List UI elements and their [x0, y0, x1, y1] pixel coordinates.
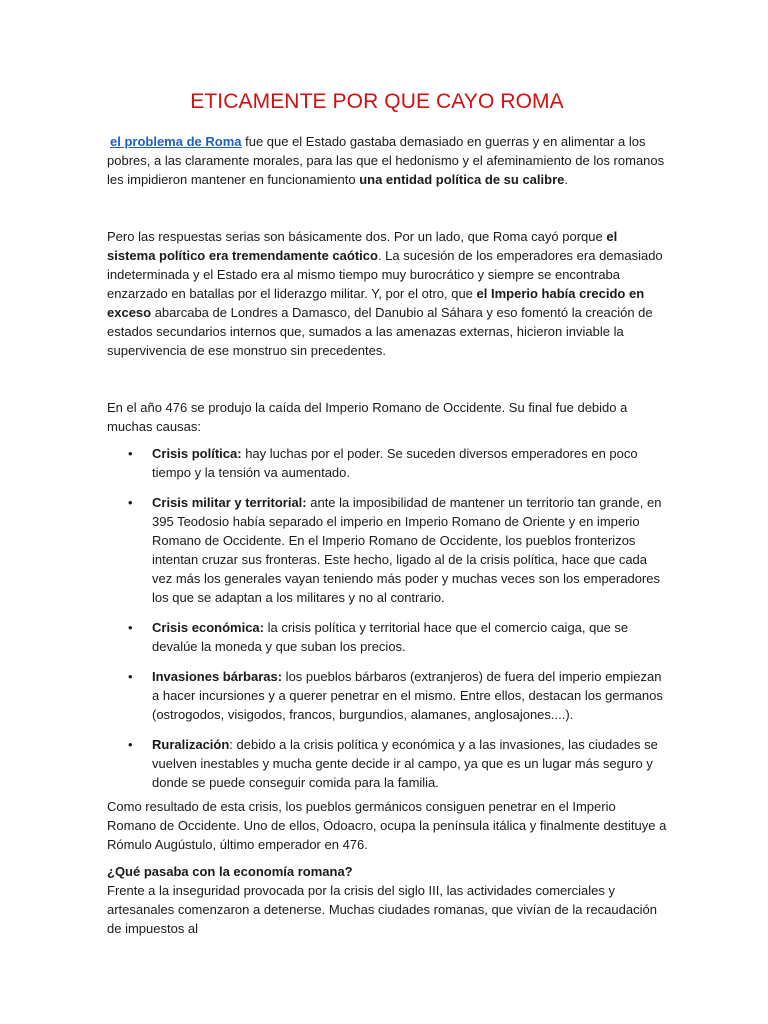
list-item: • Invasiones bárbaras: los pueblos bárbaros (extranjeros) de fuera del imperio empiezan a hacer incursiones y a querer penetrar en el mismo. Entre ellos, destacan los germanos (ostrogodos, visigodos, francos, burgundios, alamanes, anglosajones....). [128, 669, 663, 722]
bullet-icon: • [128, 737, 133, 752]
document-title: ETICAMENTE POR QUE CAYO ROMA [190, 90, 564, 113]
problema-de-roma-link[interactable]: el problema de Roma [110, 134, 242, 149]
economy-section [107, 862, 667, 938]
list-item: • Ruralización: debido a la crisis política y económica y a las invasiones, las ciudades se vuelven inestables y mucha gente decide ir al campo, ya que es un lugar más seguro y donde se puede conseguir comida para la familia. [128, 737, 658, 790]
result-paragraph: Como resultado de esta crisis, los pueblos germánicos consiguen penetrar en el Imperio Romano de Occidente. Uno de ellos, Odoacro, ocupa la península itálica y finalmente destituye a Rómulo Augústulo, último emperador en 476. [107, 799, 667, 852]
bullet-icon: • [128, 495, 133, 510]
bullet-icon: • [128, 669, 133, 684]
economy-question-heading: ¿Qué pasaba con la economía romana? [107, 864, 353, 879]
causes-list [107, 444, 667, 803]
fall-intro-paragraph: En el año 476 se produjo la caída del Imperio Romano de Occidente. Su final fue debido a muchas causas: [107, 400, 628, 434]
intro-paragraph: el problema de Roma fue que el Estado gastaba demasiado en guerras y en alimentar a los pobres, a las claramente morales, para las que el hedonismo y el afeminamiento de los romanos les impidieron mantener en funcionamiento una entidad política de su calibre. [107, 134, 665, 187]
list-item: • Crisis política: hay luchas por el poder. Se suceden diversos emperadores en poco tiempo y la tensión va aumentado. [128, 446, 638, 480]
bullet-icon: • [128, 620, 133, 635]
list-item: • Crisis económica: la crisis política y territorial hace que el comercio caiga, que se devalúe la moneda y que suban los precios. [128, 620, 629, 654]
list-item: • Crisis militar y territorial: ante la imposibilidad de mantener un territorio tan grande, en 395 Teodosio había separado el imperio en Imperio Romano de Oriente y en imperio Romano de Occidente. En el Imperio Romano de Occidente, los pueblos fronterizos intentan cruzar sus fronteras. Este hecho, ligado al de la crisis política, hace que cada vez más los generales vayan teniendo más poder y muchas veces son los emperadores los que se adaptan a los militares y no al contrario. [128, 495, 662, 605]
bullet-icon: • [128, 446, 133, 461]
causes-paragraph: Pero las respuestas serias son básicamente dos. Por un lado, que Roma cayó porque el sistema político era tremendamente caótico. La sucesión de los emperadores era demasiado indeterminada y el Estado era al mismo tiempo muy burocrático y siempre se encontraba enzarzado en batallas por el liderazgo militar. Y, por el otro, que el Imperio había crecido en exceso abarcaba de Londres a Damasco, del Danubio al Sáhara y eso fomentó la creación de estados secundarios internos que, sumados a las amenazas externas, hicieron inviable la supervivencia de ese monstruo sin precedentes. [107, 229, 663, 358]
economy-paragraph: Frente a la inseguridad provocada por la crisis del siglo III, las actividades comerciales y artesanales comenzaron a detenerse. Muchas ciudades romanas, que vivían de la recaudación de impuestos al [107, 883, 657, 936]
